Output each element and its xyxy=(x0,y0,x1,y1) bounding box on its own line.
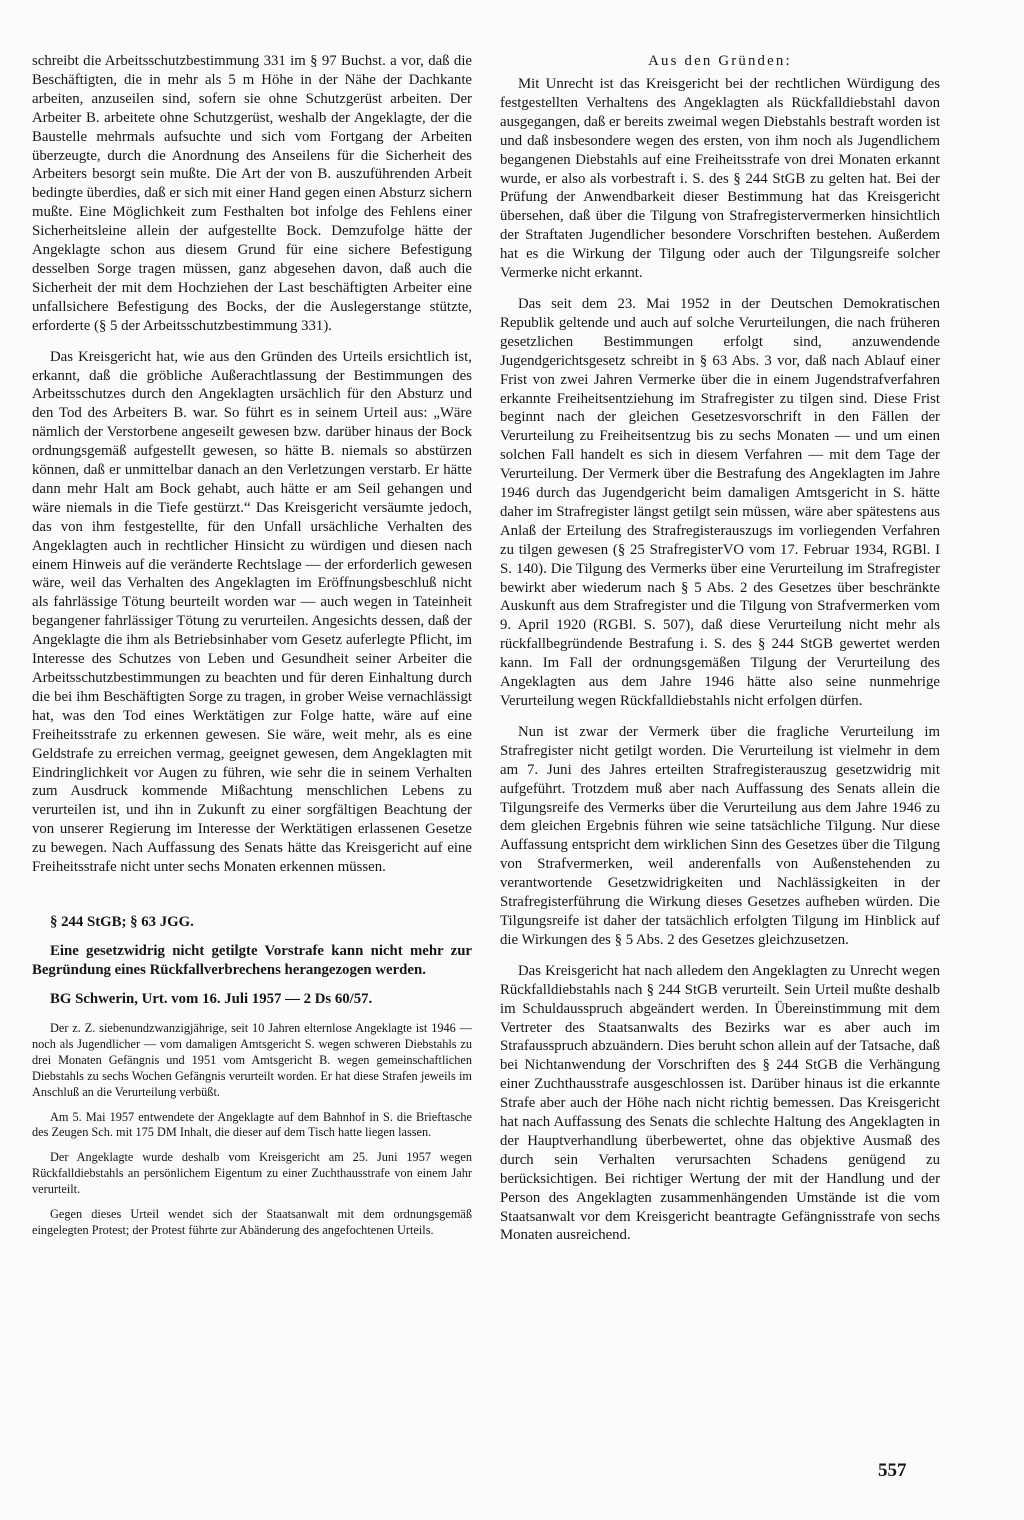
body-paragraph: Das Kreisgericht hat nach alledem den Angeklagten zu Unrecht wegen Rückfalldiebstahls nach § 244 StGB verurteilt. Sein Urteil mußte deshalb im Schuldausspruch abgeändert werden. In Übereinstimmung mit dem Vertreter des Staatsanwalts des Bezirks war es aber auch im Strafausspruch abzuändern. Dies beruht schon allein auf der Tatsache, daß bei Nichtanwendung der Vorschriften des § 244 StGB die Verhängung einer Zuchthausstrafe ausgeschlossen ist. Darüber hinaus ist die erkannte Strafe aber auch der Höhe nach nicht richtig bemessen. Das Kreisgericht hat nach Auffassung des Senats die schlechte Haltung des Angeklagten in der Hauptverhandlung überbewertet, ohne das objektive Ausmaß des durch sein Verhalten verursachten Schadens genügend zu berücksichtigen. Bei richtiger Wertung der mit der Handlung und der Person des Angeklagten zusammenhängenden Umstände ist die vom Staatsanwalt vor dem Kreisgericht beantragte Gefängnisstrafe von sechs Monaten ausreichend. xyxy=(500,962,940,1244)
right-column xyxy=(500,52,940,1257)
body-paragraph: Mit Unrecht ist das Kreisgericht bei der rechtlichen Würdigung des festgestellten Verhaltens des Angeklagten als Rückfalldiebstahl davon ausgegangen, daß er bereits zweimal wegen Diebstahls bestraft worden ist und daß insbesondere wegen des ersten, von ihm noch als Jugendlichem begangenen Diebstahls auf eine Freiheitsstrafe von drei Monaten erkannt wurde, er also als vorbestraft i. S. des § 244 StGB zu gelten hat. Bei der Prüfung der Anwendbarkeit dieser Bestimmung hat das Kreisgericht übersehen, daß über die Tilgung von Strafregistervermerken hinsichtlich der Straftaten Jugendlicher besondere Vorschriften bestehen. Außerdem hat es die Wirkung der Tilgung oder auch der Tilgungsreife solcher Vermerke nicht erkannt. xyxy=(500,76,940,282)
body-paragraph: Nun ist zwar der Vermerk über die fragliche Verurteilung im Strafregister nicht getilgt worden. Die Verurteilung ist vielmehr in dem am 7. Juni des Jahres erteilten Strafregisterauszug gesetzwidrig mit aufgeführt. Trotzdem muß aber nach Auffassung des Senats allein die Tilgungsreife des Vermerks über die Verurteilung aus dem Jahre 1946 zu dem gleichen Ergebnis führen wie seine tatsächliche Tilgung. Nur diese Auffassung entspricht dem wirklichen Sinn des Gesetzes über die Tilgung von Strafvermerken, weil anderenfalls von Außenstehenden zu verantwortende Gesetzwidrigkeiten und Nachlässigkeiten in der Strafregisterführung die Wirkung dieses Gesetzes aufheben würden. Die Tilgungsreife ist daher der tatsächlich erfolgten Tilgung im Hinblick auf die Wirkungen des § 5 Abs. 2 des Gesetzes gleichzusetzen. xyxy=(500,723,940,948)
body-paragraph: Das seit dem 23. Mai 1952 in der Deutschen Demokratischen Republik geltende und auch auf solche Verurteilungen, die nach früheren gesetzlichen Bestimmungen erfolgt sind, anzuwendende Jugendgerichtsgesetz schreibt in § 63 Abs. 3 vor, daß nach Ablauf einer Frist von zwei Jahren Vermerke über die in einem Jugendstrafverfahren erkannte Freiheitsentziehung im Strafregister zu tilgen sind. Diese Frist beginnt nach der gleichen Gesetzesvorschrift in den Fällen der Verurteilung zu Freiheitsentzug bis zu sechs Monaten — und um einen solchen Fall handelt es sich in diesem Verfahren — mit dem Tage der Verurteilung. Der Vermerk über die Bestrafung des Angeklagten im Jahre 1946 durch das Jugendgericht beim damaligen Amtsgericht in S. hätte daher im Strafregister längst getilgt sein müssen, wäre aber spätestens aus Anlaß der Erteilung des Strafregisterauszugs im vorliegenden Verfahren zu tilgen gewesen (§ 25 StrafregisterVO vom 17. Februar 1934, RGBl. I S. 140). Die Tilgung des Vermerks über eine Verurteilung im Strafregister bewirkt aber wiederum nach § 5 Abs. 2 des Gesetzes über beschränkte Auskunft aus dem Strafregister und die Tilgung von Strafvermerken vom 9. April 1920 (RGBl. S. 507), daß diese Verurteilung nicht mehr als rückfallbegründende Bestrafung i. S. des § 244 StGB gewertet werden kann. Im Fall der ordnungsgemäßen Tilgung der Verurteilung des Angeklagten aus dem Jahre 1946 hätte also seine nunmehrige Verurteilung wegen Rückfalldiebstahls nicht erfolgen dürfen. xyxy=(500,295,940,709)
section-heading: Aus den Gründen: xyxy=(648,53,792,69)
left-column xyxy=(32,52,472,1248)
headnote: Eine gesetzwidrig nicht getilgte Vorstrafe kann nicht mehr zur Begründung eines Rückfallverbrechens herangezogen werden. xyxy=(32,942,472,978)
facts-paragraph: Am 5. Mai 1957 entwendete der Angeklagte auf dem Bahnhof in S. die Brieftasche des Zeugen Sch. mit 175 DM Inhalt, die dieser auf dem Tisch hatte liegen lassen. xyxy=(32,1109,472,1140)
court-reference: BG Schwerin, Urt. vom 16. Juli 1957 — 2 Ds 60/57. xyxy=(50,990,373,1007)
statute-citation: § 244 StGB; § 63 JGG. xyxy=(50,913,194,930)
page-number: 557 xyxy=(878,1460,907,1481)
facts-paragraph: Der Angeklagte wurde deshalb vom Kreisgericht am 25. Juni 1957 wegen Rückfalldiebstahls an persönlichem Eigentum zu einer Zuchthausstrafe von einem Jahr verurteilt. xyxy=(32,1150,472,1197)
facts-paragraph: Der z. Z. siebenundzwanzigjährige, seit 10 Jahren elternlose Angeklagte ist 1946 — noch als Jugendlicher — vom damaligen Amtsgericht S. wegen schweren Diebstahls zu drei Monaten Gefängnis und 1951 vom Amtsgericht B. wegen gemeinschaftlichen Diebstahls zu sechs Wochen Gefängnis verurteilt worden. Er hat diese Strafen jeweils im Anschluß an die Verurteilung verbüßt. xyxy=(32,1020,472,1099)
body-paragraph: schreibt die Arbeitsschutzbestimmung 331 im § 97 Buchst. a vor, daß die Beschäftigten, die in mehr als 5 m Höhe in der Nähe der Dachkante arbeiten, anzuseilen sind, sofern sie ohne Schutzgerüst arbeiten. Der Arbeiter B. arbeitete ohne Schutzgerüst, weshalb der Angeklagte, der die Baustelle mehrmals aufsuchte und sich vom Fortgang der Arbeiten überzeugte, durch die Anordnung des Anseilens für die Sicherheit des Arbeiters besorgt sein mußte. Die Art der von B. auszuführenden Arbeit bedingte überdies, daß er sich mit einer Hand gegen einen Absturz sichern mußte. Eine Möglichkeit zum Festhalten bot infolge des Fehlens einer Sicherheitsleine allein der aufgestellte Bock. Demzufolge hätte der Angeklagte schon aus diesem Grund für eine sichere Befestigung desselben Sorge tragen müssen, ganz abgesehen davon, daß auch die Sicherheit der mit dem Hochziehen der Last beschäftigten Arbeiter eine unfallsichere Befestigung des Bocks, der die Auslegerstange stützte, erforderte (§ 5 der Arbeitsschutzbestimmung 331). xyxy=(32,53,472,334)
body-paragraph: Das Kreisgericht hat, wie aus den Gründen des Urteils ersichtlich ist, erkannt, daß die gröbliche Außerachtlassung der Bestimmungen des Arbeitsschutzes durch den Angeklagten ursächlich für den Absturz und den Tod des Arbeiters B. war. So führt es in seinem Urteil aus: „Wäre nämlich der Verstorbene angeseilt gewesen bzw. darüber hinaus der Bock ordnungsgemäß aufgestellt gewesen, so hätte B. niemals so abstürzen können, daß er unmittelbar danach an den Verletzungen verstarb. Er hätte dann mehr Halt am Bock gehabt, auch hätte er am Seil gehangen und wäre niemals in die Tiefe gestürzt.“ Das Kreisgericht versäumte jedoch, das von ihm festgestellte, für den Unfall ursächliche Verhalten des Angeklagten auch in rechtlicher Hinsicht zu würdigen und diesen nach einem Hinweis auf die veränderte Rechtslage — der erforderlich gewesen wäre, weil das Verhalten des Angeklagten im Eröffnungsbeschluß nicht als fahrlässige Tötung beurteilt worden war — auch wegen in Tateinheit begangener fahrlässiger Tötung zu verurteilen. Angesichts dessen, daß der Angeklagte die ihm als Betriebsinhaber vom Gesetz auferlegte Pflicht, im Interesse des Schutzes von Leben und Gesundheit seiner Arbeiter die Arbeitsschutzbestimmungen zu beachten und für deren Einhaltung durch die bei ihm Beschäftigten Sorge zu tragen, in grober Weise vernachlässigt hat, was den Tod eines Werktätigen zur Folge hatte, wäre auf eine Freiheitsstrafe zu erkennen gewesen. Sie wäre, weit mehr, als es eine Geldstrafe zu erreichen vermag, geeignet gewesen, dem Angeklagten mit Eindringlichkeit vor Augen zu führen, wie sehr die in seinem Verhalten zum Ausdruck kommende Mißachtung menschlichen Lebens zu verurteilen ist, und ihn in Zukunft zu einer sorgfältigen Beachtung der von unserer Regierung im Interesse der Werktätigen erlassenen Gesetze zu bewegen. Nach Auffassung des Senats hätte das Kreisgericht auf eine Freiheitsstrafe nicht unter sechs Monaten erkennen müssen. xyxy=(32,348,472,876)
facts-paragraph: Gegen dieses Urteil wendet sich der Staatsanwalt mit dem ordnungsgemäß eingelegten Protest; der Protest führte zur Abänderung des angefochtenen Urteils. xyxy=(32,1207,472,1237)
